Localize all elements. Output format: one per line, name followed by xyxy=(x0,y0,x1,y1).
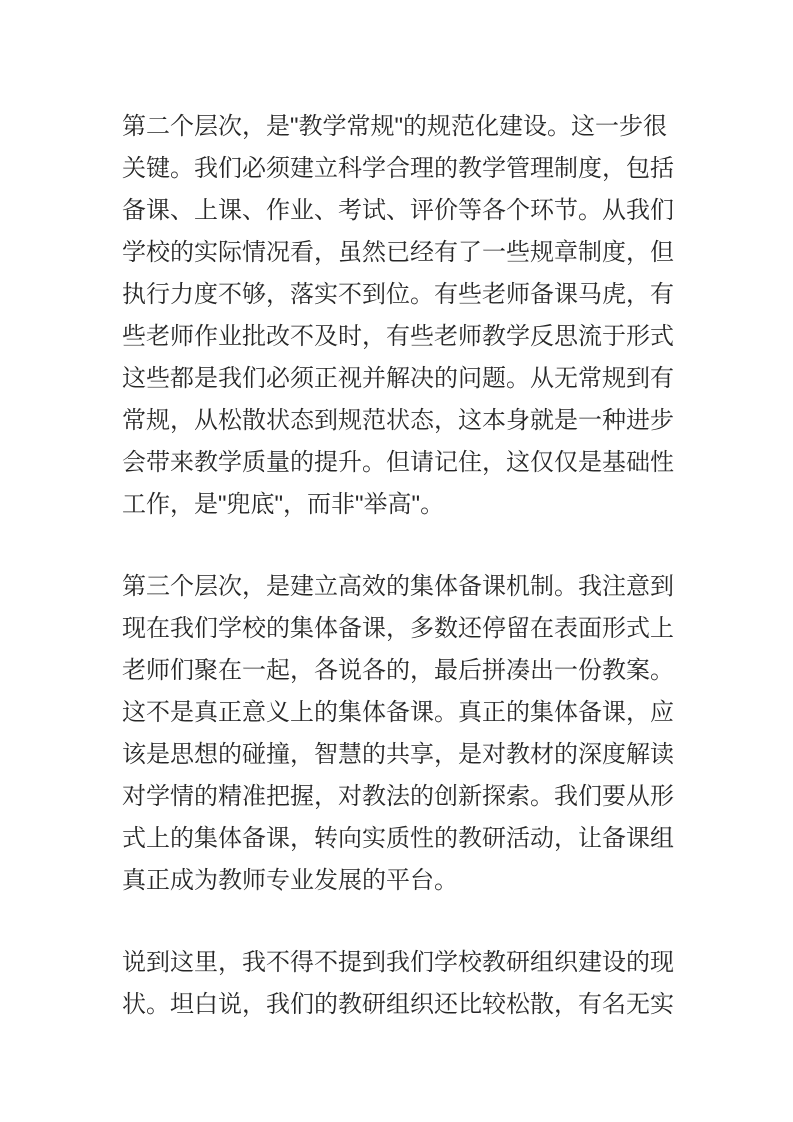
text-line: 学校的实际情况看，虽然已经有了一些规章制度，但 xyxy=(122,239,674,266)
text-line: 说到这里，我不得不提到我们学校教研组织建设的现 xyxy=(122,949,674,976)
document-body xyxy=(122,106,678,1026)
text-line: 些老师作业批改不及时，有些老师教学反思流于形式 xyxy=(122,323,674,350)
text-line: 第二个层次，是"教学常规"的规范化建设。这一步很 xyxy=(122,113,668,140)
text-line: 会带来教学质量的提升。但请记住，这仅仅是基础性 xyxy=(122,449,674,476)
text-line: 工作，是"兜底"，而非"举高"。 xyxy=(122,491,445,518)
text-line: 执行力度不够，落实不到位。有些老师备课马虎，有 xyxy=(122,281,674,308)
paragraph xyxy=(122,942,678,1026)
text-line: 这不是真正意义上的集体备课。真正的集体备课，应 xyxy=(122,699,674,726)
text-line: 关键。我们必须建立科学合理的教学管理制度，包括 xyxy=(122,155,674,182)
text-line: 状。坦白说，我们的教研组织还比较松散，有名无实 xyxy=(122,991,674,1018)
paragraph xyxy=(122,106,678,526)
paragraph xyxy=(122,566,678,902)
text-line: 第三个层次，是建立高效的集体备课机制。我注意到 xyxy=(122,573,674,600)
text-line: 老师们聚在一起，各说各的，最后拼凑出一份教案。 xyxy=(122,657,674,684)
text-line: 式上的集体备课，转向实质性的教研活动，让备课组 xyxy=(122,825,674,852)
text-line: 真正成为教师专业发展的平台。 xyxy=(122,867,458,894)
text-line: 常规，从松散状态到规范状态，这本身就是一种进步 xyxy=(122,407,674,434)
text-line: 备课、上课、作业、考试、评价等各个环节。从我们 xyxy=(122,197,674,224)
text-line: 该是思想的碰撞，智慧的共享，是对教材的深度解读 xyxy=(122,741,674,768)
text-line: 现在我们学校的集体备课，多数还停留在表面形式上 xyxy=(122,615,674,642)
text-line: 这些都是我们必须正视并解决的问题。从无常规到有 xyxy=(122,365,674,392)
text-line: 对学情的精准把握，对教法的创新探索。我们要从形 xyxy=(122,783,674,810)
